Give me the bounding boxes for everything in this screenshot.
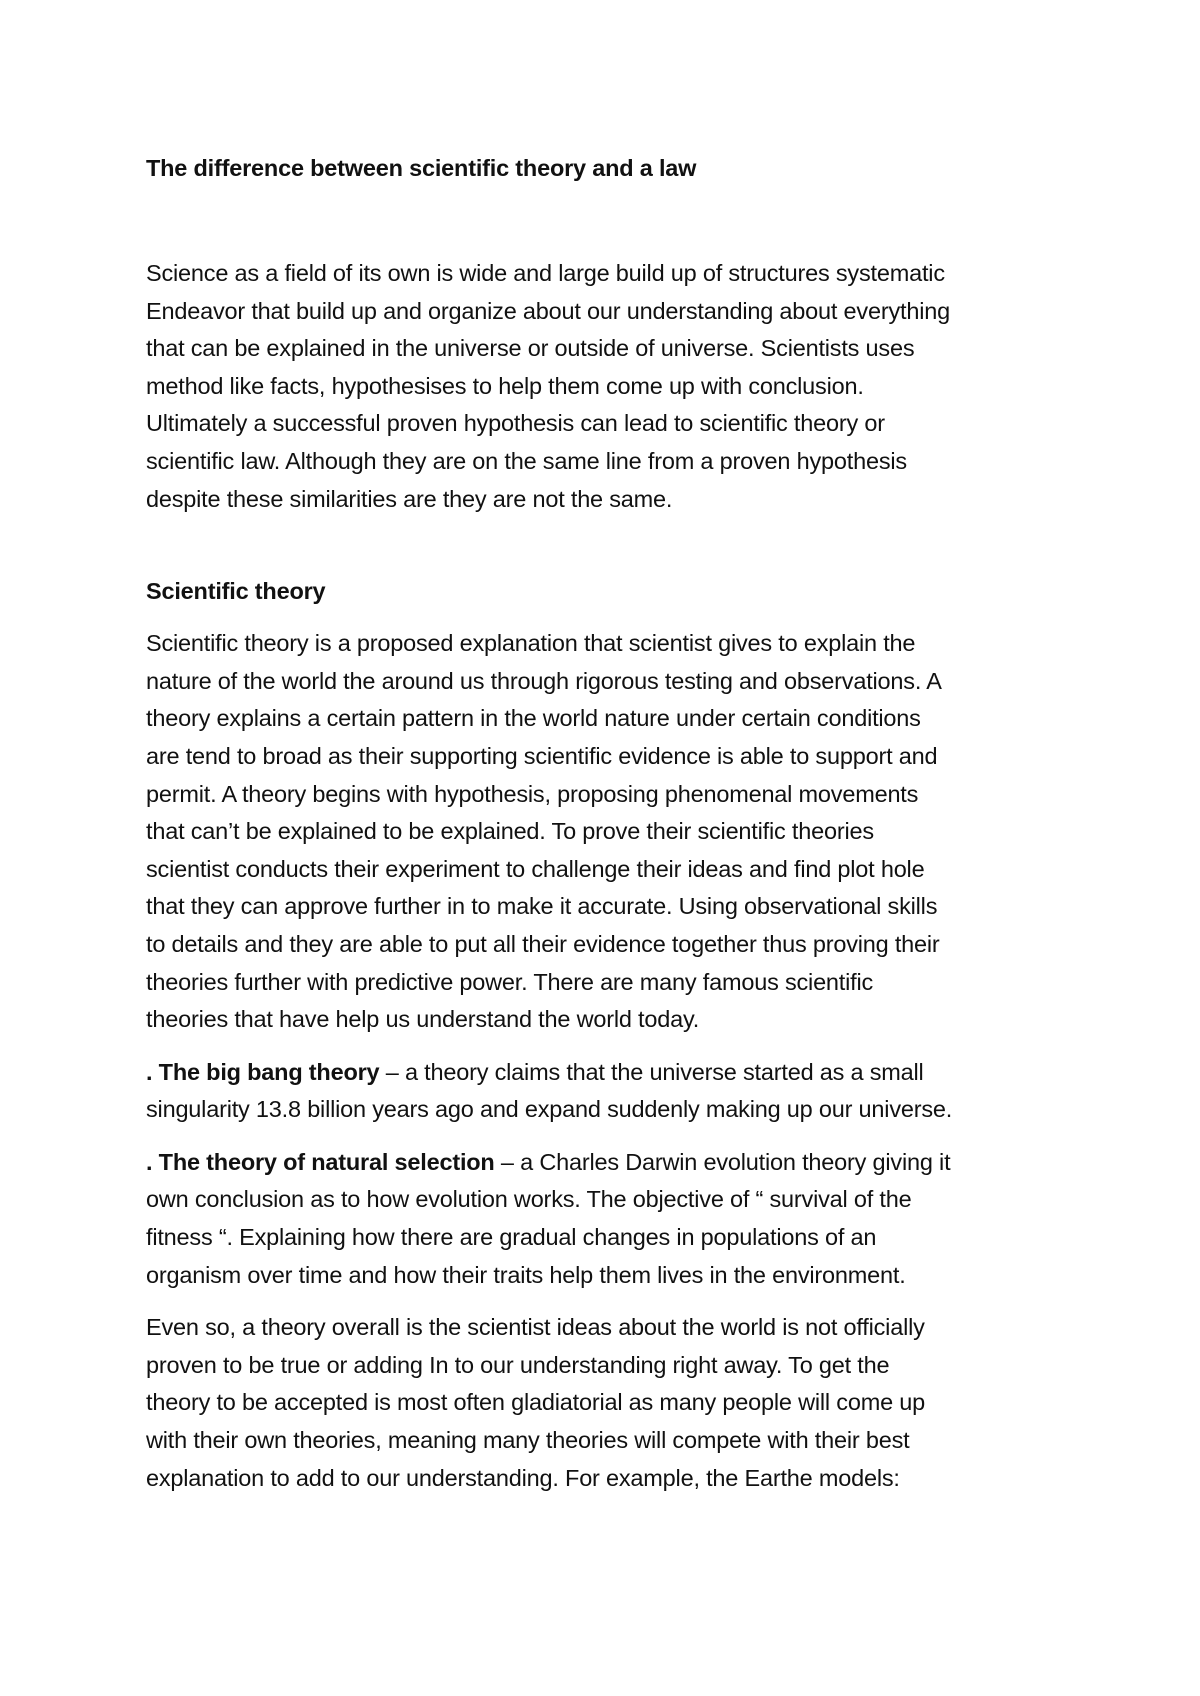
intro-line: despite these similarities are they are not the same. (146, 485, 673, 512)
section-line: theories further with predictive power. There are many famous scientific (146, 968, 874, 995)
section-line: permit. A theory begins with hypothesis, proposing phenomenal movements (146, 780, 919, 807)
closing-line: theory to be accepted is most often gladiatorial as many people will come up (146, 1389, 926, 1416)
section-line: scientist conducts their experiment to challenge their ideas and find plot hole (146, 855, 925, 882)
bullet-line: fitness “. Explaining how there are gradual changes in populations of an (146, 1224, 877, 1251)
section-line: that they can approve further in to make it accurate. Using observational skills (146, 893, 938, 920)
section-line: nature of the world the around us through rigorous testing and observations. A (146, 667, 942, 694)
section-line: to details and they are able to put all their evidence together thus proving their (146, 930, 940, 957)
bullet-line (146, 1054, 1066, 1092)
bullet-text: – a Charles Darwin evolution theory giving it (494, 1148, 951, 1175)
document-title: The difference between scientific theory and a law (146, 155, 697, 181)
bullet-natural-selection (146, 1144, 1066, 1294)
bullet-text: – a theory claims that the universe started as a small (379, 1058, 924, 1085)
intro-line: Ultimately a successful proven hypothesis can lead to scientific theory or (146, 410, 885, 437)
bullet-big-bang-theory (146, 1054, 1066, 1129)
section-line: theory explains a certain pattern in the world nature under certain conditions (146, 705, 921, 732)
section-line: that can’t be explained to be explained. To prove their scientific theories (146, 818, 874, 845)
closing-line: proven to be true or adding In to our understanding right away. To get the (146, 1351, 890, 1378)
bullet-prefix: . (146, 1148, 159, 1175)
bullet-line: singularity 13.8 billion years ago and expand suddenly making up our universe. (146, 1096, 953, 1123)
bullet-prefix: . (146, 1058, 159, 1085)
intro-line: Science as a field of its own is wide and large build up of structures systematic (146, 260, 945, 286)
bullet-line: organism over time and how their traits help them lives in the environment. (146, 1261, 906, 1288)
intro-line: method like facts, hypothesises to help them come up with conclusion. (146, 372, 864, 399)
bullet-term: The big bang theory (158, 1058, 380, 1085)
intro-line: Endeavor that build up and organize about our understanding about everything (146, 297, 950, 324)
scientific-theory-paragraph (146, 625, 1066, 1039)
section-heading-scientific-theory: Scientific theory (146, 578, 326, 605)
bullet-line (146, 1144, 1066, 1182)
closing-paragraph (146, 1309, 1066, 1497)
section-line: are tend to broad as their supporting scientific evidence is able to support and (146, 742, 938, 769)
bullet-term: The theory of natural selection (158, 1148, 495, 1175)
intro-line: that can be explained in the universe or outside of universe. Scientists uses (146, 335, 915, 362)
section-line: theories that have help us understand the world today. (146, 1006, 700, 1033)
closing-line: Even so, a theory overall is the scientist ideas about the world is not officially (146, 1314, 925, 1341)
closing-line: with their own theories, meaning many theories will compete with their best (146, 1427, 910, 1454)
intro-line: scientific law. Although they are on the same line from a proven hypothesis (146, 447, 907, 474)
section-line: Scientific theory is a proposed explanation that scientist gives to explain the (146, 630, 916, 657)
intro-paragraph (146, 255, 1066, 518)
document-content (146, 150, 1066, 1497)
bullet-line: own conclusion as to how evolution works. The objective of “ survival of the (146, 1186, 912, 1213)
closing-line: explanation to add to our understanding. For example, the Earthe models: (146, 1464, 900, 1491)
